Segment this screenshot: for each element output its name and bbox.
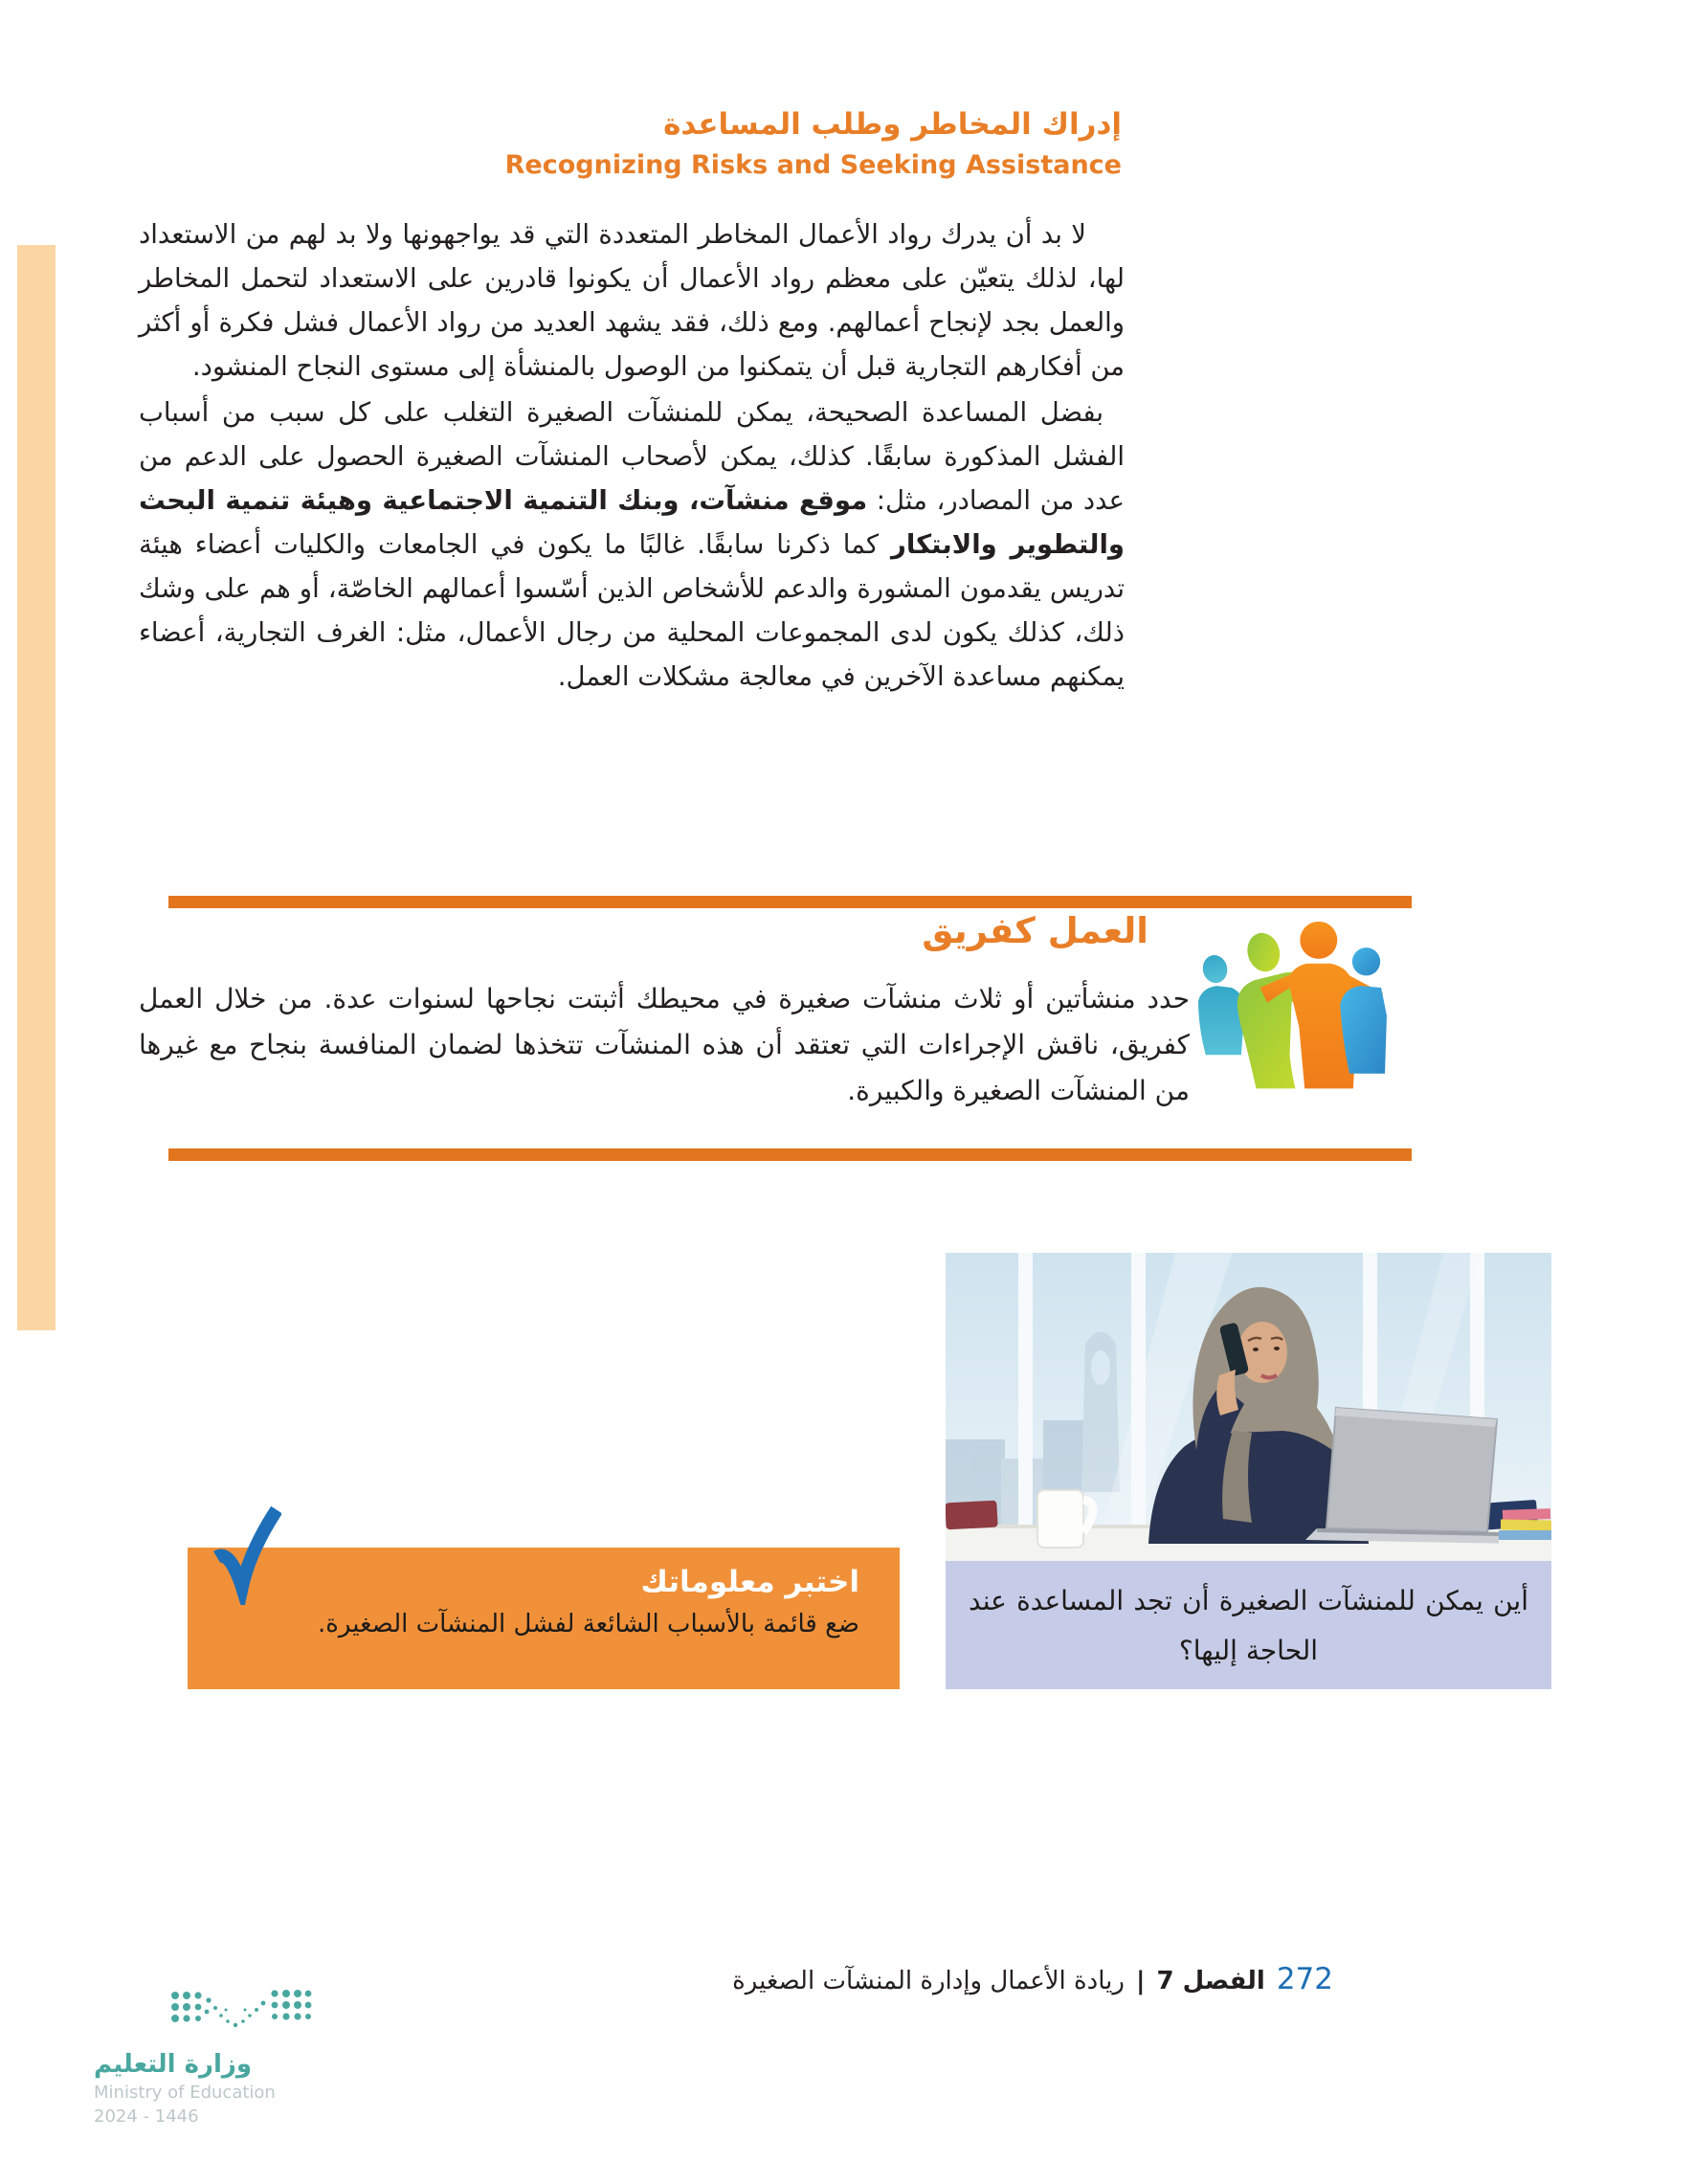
teamwork-divider-top	[168, 896, 1412, 908]
ministry-name-arabic: وزارة التعليم	[94, 2050, 252, 2079]
paragraph-assistance-text-cont: كما ذكرنا سابقًا. غالبًا ما يكون في الجامعات والكليات أعضاء هيئة تدريس يقدمون المشورة والدعم للأشخاص الذين أسّسوا أعمالهم الخاصّة، أو هم على وشك ذلك، كذلك يكون لدى المجموعات المحلية من رجال الأعمال، مثل: الغرف التجارية، أعضاء يمكنهم مساعدة الآخرين في معالجة مشكلات العمل.	[139, 529, 1125, 692]
page-number: 272	[1276, 1962, 1333, 1996]
book-title: ريادة الأعمال وإدارة المنشآت الصغيرة	[732, 1967, 1125, 1995]
test-box-body: ضع قائمة بالأسباب الشائعة لفشل المنشآت الصغيرة.	[318, 1610, 859, 1638]
left-accent-bar	[17, 245, 56, 1330]
photo-question-box: أين يمكن للمنشآت الصغيرة أن تجد المساعدة عند الحاجة إليها؟	[946, 1561, 1551, 1689]
sticky-notes	[1499, 1508, 1551, 1546]
photo-block	[946, 1253, 1551, 1689]
test-box-title: اختبر معلوماتك	[640, 1565, 859, 1599]
checkmark-icon	[211, 1500, 281, 1605]
section-title-english: Recognizing Risks and Seeking Assistance	[504, 150, 1122, 180]
team-people-icon	[1194, 915, 1391, 1102]
ministry-of-education-logo	[94, 1987, 343, 2127]
ministry-name-english: Ministry of Education	[94, 2083, 276, 2103]
ministry-years: 2024 - 1446	[94, 2106, 199, 2127]
laptop	[1305, 1408, 1518, 1544]
chapter-label: الفصل 7	[1156, 1967, 1265, 1995]
test-your-knowledge-box	[188, 1548, 900, 1689]
businesswoman-photo-illustration	[946, 1253, 1551, 1561]
paragraph-risks-intro: لا بد أن يدرك رواد الأعمال المخاطر المتعددة التي قد يواجهونها ولا بد لهم من الاستعداد لها، لذلك يتعيّن على معظم رواد الأعمال أن يكونوا قادرين على الاستعداد لتحمل المخاطر والعمل بجد لإنجاح أعمالهم. ومع ذلك، فقد يشهد العديد من رواد الأعمال فشل فكرة أو أكثر من أفكارهم التجارية قبل أن يتمكنوا من الوصول بالمنشأة إلى مستوى النجاح المنشود.	[139, 219, 1125, 382]
page-footer	[732, 1962, 1333, 1996]
businesswoman-on-phone-photo	[946, 1253, 1551, 1561]
paragraph-assistance-text: بفضل المساعدة الصحيحة، يمكن للمنشآت الصغيرة التغلب على كل سبب من أسباب الفشل المذكورة سابقًا. كذلك، يمكن لأصحاب المنشآت الصغيرة الحصول على الدعم من عدد من المصادر، مثل:	[139, 397, 1125, 516]
section-title-arabic: إدراك المخاطر وطلب المساعدة	[663, 107, 1122, 142]
section-header	[505, 105, 1122, 182]
paragraph-assistance-sources	[139, 390, 1125, 699]
teamwork-title: العمل كفريق	[922, 910, 1148, 951]
teamwork-body: حدد منشأتين أو ثلاث منشآت صغيرة في محيطك أثبتت نجاحها لسنوات عدة. من خلال العمل كفريق، ناقش الإجراءات التي تعتقد أن هذه المنشآت تتخذها لضمان المنافسة بنجاح مع غيرها من المنشآت الصغيرة والكبيرة.	[139, 983, 1190, 1106]
paragraph-assistance-bold-sources: موقع منشآت، وبنك التنمية الاجتماعية وهيئة تنمية البحث والتطوير والابتكار	[139, 485, 1126, 560]
footer-separator: |	[1135, 1967, 1146, 1995]
team-figure-blue	[1340, 947, 1387, 1074]
ministry-logo-dots-icon	[168, 1987, 312, 2035]
teamwork-divider-bottom	[168, 1148, 1412, 1161]
desk-object	[946, 1501, 998, 1530]
